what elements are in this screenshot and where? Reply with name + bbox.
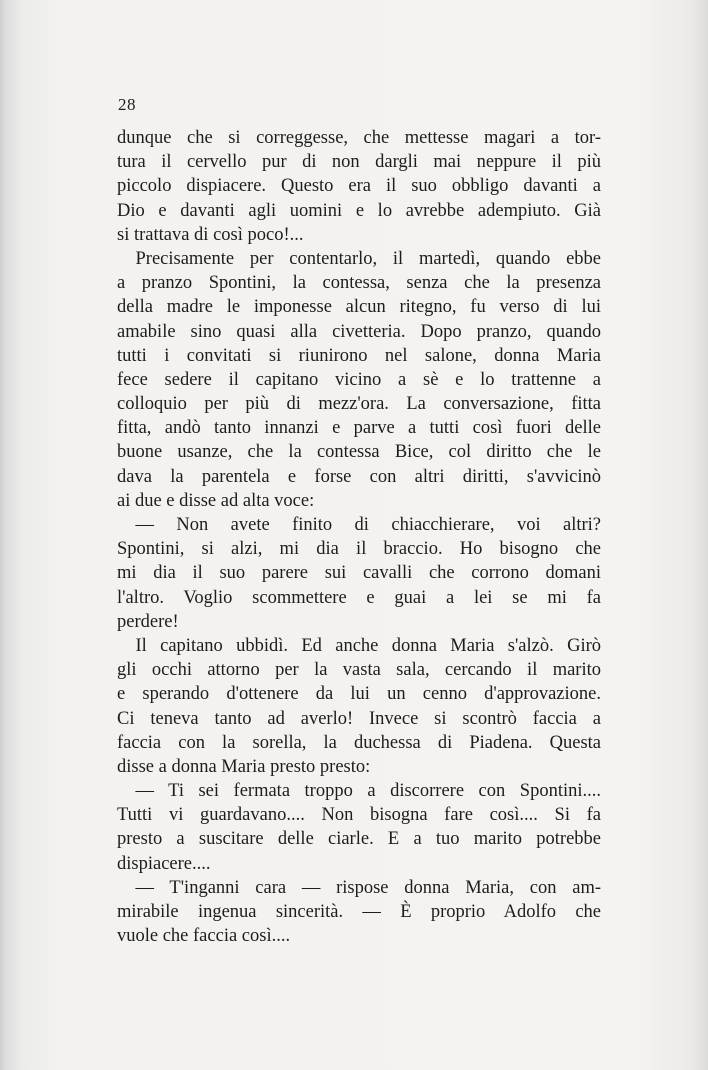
text-line: colloquio per più di mezz'ora. La conversazione, fitta	[117, 394, 601, 415]
text-line: disse a donna Maria presto presto:	[117, 756, 371, 777]
text-line: — Non avete finito di chiacchierare, voi altri?	[117, 515, 601, 535]
text-line: a pranzo Spontini, la contessa, senza che la presenza	[117, 273, 601, 294]
text-line: dava la parentela e forse con altri diritti, s'avvicinò	[117, 466, 601, 487]
text-line: — Ti sei fermata troppo a discorrere con Spontini....	[117, 781, 601, 802]
text-line: si trattava di così poco!...	[117, 224, 304, 245]
text-line: ai due e disse ad alta voce:	[117, 490, 315, 511]
text-line: Tutti vi guardavano.... Non bisogna fare così.... Si fa	[117, 805, 601, 826]
text-line: presto a suscitare delle ciarle. E a tuo marito potrebbe	[117, 829, 601, 850]
text-line: Spontini, si alzi, mi dia il braccio. Ho bisogno che	[117, 539, 601, 560]
body-text	[117, 126, 601, 948]
text-line: Dio e davanti agli uomini e lo avrebbe adempiuto. Già	[117, 200, 601, 221]
text-line: perdere!	[117, 611, 179, 632]
text-line: faccia con la sorella, la duchessa di Piadena. Questa	[117, 732, 601, 753]
text-line: gli occhi attorno per la vasta sala, cercando il marito	[117, 660, 601, 681]
text-line: piccolo dispiacere. Questo era il suo obbligo davanti a	[117, 176, 601, 197]
text-line: mi dia il suo parere sui cavalli che corrono domani	[117, 563, 601, 584]
text-line: fece sedere il capitano vicino a sè e lo trattenne a	[117, 369, 601, 390]
text-line: e sperando d'ottenere da lui un cenno d'approvazione.	[117, 684, 601, 705]
text-line: dispiacere....	[117, 853, 211, 874]
text-line: mirabile ingenua sincerità. — È proprio Adolfo che	[117, 902, 601, 922]
text-line: dunque che si correggesse, che mettesse magari a tor-	[117, 128, 601, 148]
text-line: tura il cervello pur di non dargli mai neppure il più	[117, 152, 601, 173]
text-line: della madre le imponesse alcun ritegno, fu verso di lui	[117, 297, 601, 318]
page-number: 28	[118, 95, 136, 114]
text-line: buone usanze, che la contessa Bice, col diritto che le	[117, 442, 601, 463]
text-line: vuole che faccia così....	[117, 926, 291, 947]
text-line: Precisamente per contentarlo, il martedì, quando ebbe	[117, 248, 601, 269]
text-line: amabile sino quasi alla civetteria. Dopo pranzo, quando	[117, 321, 601, 342]
text-line: Ci teneva tanto ad averlo! Invece si scontrò faccia a	[117, 708, 601, 729]
text-line: Il capitano ubbidì. Ed anche donna Maria s'alzò. Girò	[117, 635, 601, 656]
text-line: — T'inganni cara — rispose donna Maria, con am-	[117, 877, 601, 898]
text-line: tutti i convitati si riunirono nel salone, donna Maria	[117, 345, 601, 366]
text-line: fitta, andò tanto innanzi e parve a tutti così fuori delle	[117, 418, 601, 439]
text-line: l'altro. Voglio scommettere e guai a lei se mi fa	[117, 587, 601, 608]
